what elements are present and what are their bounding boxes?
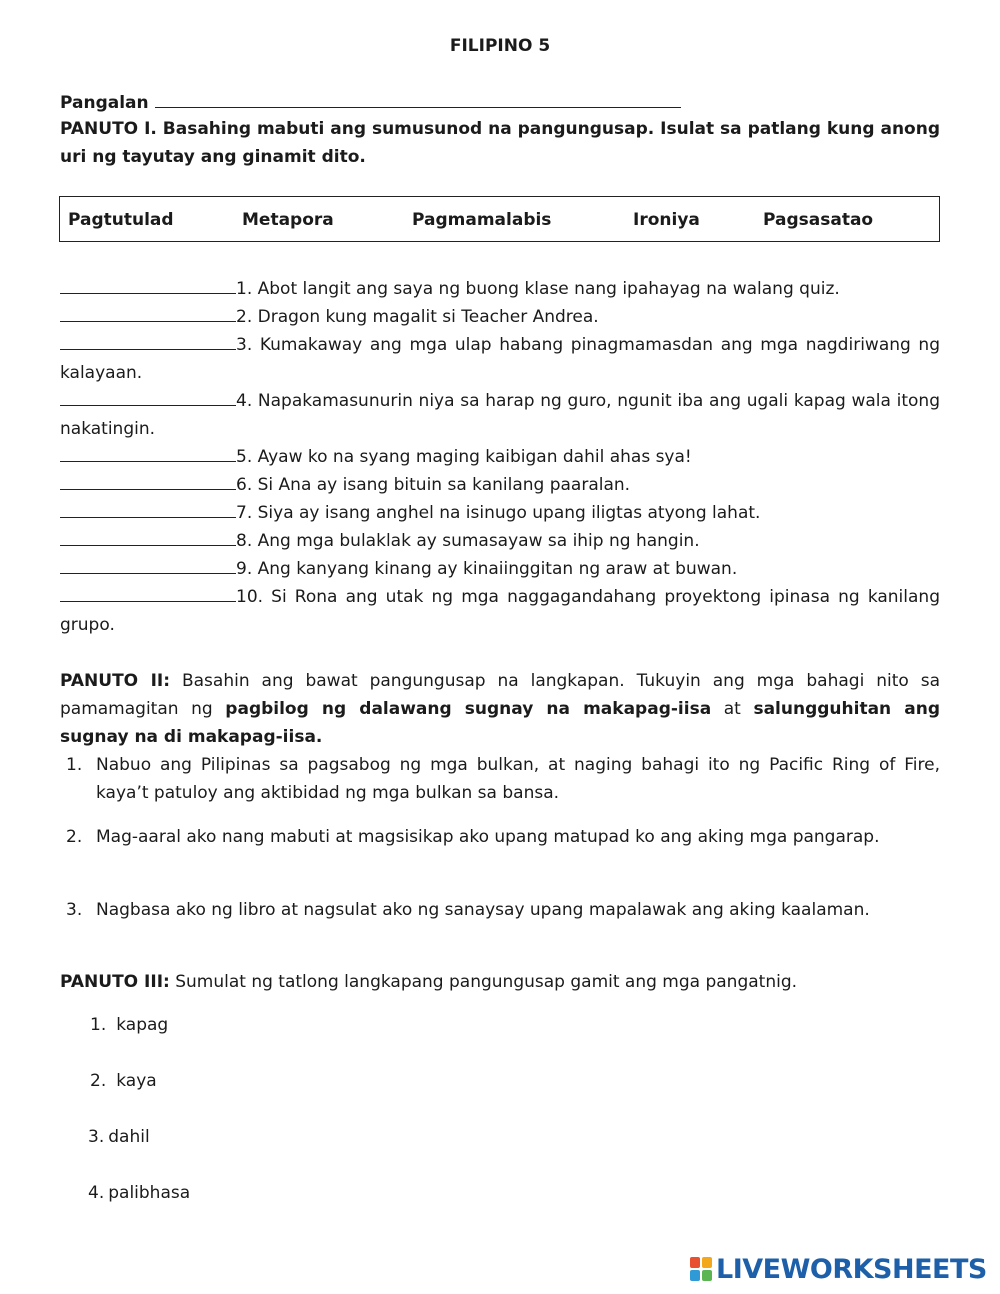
- panuto1-item: 1. Abot langit ang saya ng buong klase nang ipahayag na walang quiz.: [60, 275, 940, 303]
- choice-ironiya: Ironiya: [633, 210, 700, 230]
- panuto1-instructions: PANUTO I. Basahing mabuti ang sumusunod na pangungusap. Isulat sa patlang kung anong uri ng tayutay ang ginamit dito.: [60, 119, 940, 167]
- name-input-line[interactable]: [155, 90, 681, 108]
- panuto2-item: 1. Nabuo ang Pilipinas sa pagsabog ng mga bulkan, at naging bahagi ito ng Pacific Ring of Fire, kaya’t patuloy ang aktibidad ng mga bulkan sa bansa.: [66, 755, 940, 803]
- answer-blank-8[interactable]: [60, 528, 236, 546]
- panuto1-item: 5. Ayaw ko na syang maging kaibigan dahil ahas sya!: [60, 443, 940, 471]
- panuto1-item: 4. Napakamasunurin niya sa harap ng guro, ngunit iba ang ugali kapag wala itong nakatingin.: [60, 387, 940, 443]
- panuto3-item: 2. kaya: [90, 1071, 157, 1091]
- panuto3-item: 1. kapag: [90, 1015, 169, 1035]
- answer-blank-9[interactable]: [60, 556, 236, 574]
- panuto1-item: 3. Kumakaway ang mga ulap habang pinagmamasdan ang mga nagdiriwang ng kalayaan.: [60, 331, 940, 387]
- brand-name: LIVEWORKSHEETS: [716, 1253, 987, 1285]
- name-label: Pangalan: [60, 93, 149, 113]
- answer-blank-6[interactable]: [60, 472, 236, 490]
- answer-blank-3[interactable]: [60, 332, 236, 350]
- panuto1-item: 6. Si Ana ay isang bituin sa kanilang paaralan.: [60, 471, 940, 499]
- choice-pagmamalabis: Pagmamalabis: [412, 210, 552, 230]
- choice-metapora: Metapora: [242, 210, 334, 230]
- answer-blank-10[interactable]: [60, 584, 236, 602]
- choices-box: [59, 196, 940, 242]
- panuto2-instructions: PANUTO II: Basahin ang bawat pangungusap na langkapan. Tukuyin ang mga bahagi nito sa pamamagitan ng pagbilog ng dalawang sugnay na makapag-iisa at salungguhitan ang sugnay na di makapag-iisa.: [60, 671, 941, 747]
- panuto1-item: 9. Ang kanyang kinang ay kinaiinggitan ng araw at buwan.: [60, 555, 940, 583]
- answer-blank-7[interactable]: [60, 500, 236, 518]
- panuto2-label: PANUTO II:: [60, 671, 171, 691]
- panuto2-item: 2. Mag-aaral ako nang mabuti at magsisikap ako upang matupad ko ang aking mga pangarap.: [66, 827, 880, 847]
- panuto1-item: 10. Si Rona ang utak ng mga naggagandahang proyektong ipinasa ng kanilang grupo.: [60, 583, 940, 639]
- answer-blank-1[interactable]: [60, 276, 236, 294]
- panuto3-item: 3. dahil: [88, 1127, 150, 1147]
- panuto1-item: 8. Ang mga bulaklak ay sumasayaw sa ihip ng hangin.: [60, 527, 940, 555]
- panuto1-item: 7. Siya ay isang anghel na isinugo upang iligtas atyong lahat.: [60, 499, 940, 527]
- panuto3-item: 4. palibhasa: [88, 1183, 191, 1203]
- answer-blank-2[interactable]: [60, 304, 236, 322]
- page-title: FILIPINO 5: [449, 36, 551, 56]
- panuto3-instructions: PANUTO III: Sumulat ng tatlong langkapang pangungusap gamit ang mga pangatnig.: [60, 972, 798, 992]
- choice-pagtutulad: Pagtutulad: [68, 210, 174, 230]
- liveworksheets-mark-icon: [690, 1257, 712, 1281]
- panuto3-label: PANUTO III:: [60, 972, 170, 992]
- answer-blank-4[interactable]: [60, 388, 236, 406]
- panuto2-item: 3. Nagbasa ako ng libro at nagsulat ako ng sanaysay upang mapalawak ang aking kaalaman.: [66, 900, 870, 920]
- panuto1-item: 2. Dragon kung magalit si Teacher Andrea.: [60, 303, 940, 331]
- choice-pagsasatao: Pagsasatao: [763, 210, 874, 230]
- liveworksheets-logo: [690, 1254, 987, 1284]
- answer-blank-5[interactable]: [60, 444, 236, 462]
- name-field-row: [60, 90, 681, 113]
